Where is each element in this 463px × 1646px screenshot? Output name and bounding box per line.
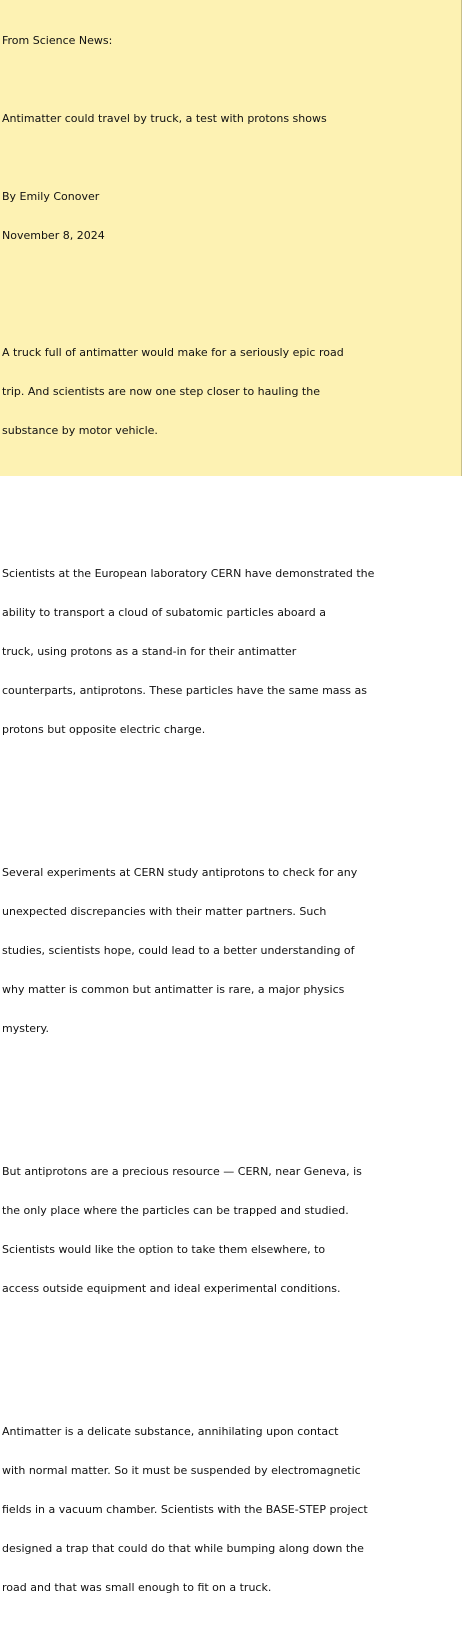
note-text-area[interactable] bbox=[2, 8, 454, 1646]
paragraph-line: why matter is common but antimatter is rare, a major physics bbox=[2, 983, 345, 996]
paragraph-line: with normal matter. So it must be suspended by electromagnetic bbox=[2, 1464, 361, 1477]
paragraph-line: substance by motor vehicle. bbox=[2, 424, 158, 437]
paragraph-line: But antiprotons are a precious resource — CERN, near Geneva, is bbox=[2, 1165, 362, 1178]
paragraph bbox=[2, 1399, 454, 1620]
paragraph-line: fields in a vacuum chamber. Scientists with the BASE-STEP project bbox=[2, 1503, 368, 1516]
article-headline: Antimatter could travel by truck, a test with protons shows bbox=[2, 112, 327, 125]
paragraph bbox=[2, 541, 454, 762]
paragraph-line: A truck full of antimatter would make for a seriously epic road bbox=[2, 346, 344, 359]
blank-line bbox=[2, 489, 454, 502]
blank-line bbox=[2, 268, 454, 281]
article-byline: By Emily Conover bbox=[2, 190, 100, 203]
paragraph-line: mystery. bbox=[2, 1022, 49, 1035]
source-line: From Science News: bbox=[2, 34, 113, 47]
blank-line bbox=[2, 1087, 454, 1100]
paragraph-line: the only place where the particles can be trapped and studied. bbox=[2, 1204, 349, 1217]
paragraph-line: Scientists would like the option to take them elsewhere, to bbox=[2, 1243, 326, 1256]
paragraph-line: Several experiments at CERN study antiprotons to check for any bbox=[2, 866, 358, 879]
blank-line bbox=[2, 788, 454, 801]
blank-line bbox=[2, 151, 454, 164]
paragraph-line: studies, scientists hope, could lead to a better understanding of bbox=[2, 944, 355, 957]
paragraph-line: designed a trap that could do that while bumping along down the bbox=[2, 1542, 364, 1555]
article-date: November 8, 2024 bbox=[2, 229, 105, 242]
paragraph-line: access outside equipment and ideal experimental conditions. bbox=[2, 1282, 341, 1295]
paragraph-line: truck, using protons as a stand-in for their antimatter bbox=[2, 645, 297, 658]
paragraph-line: protons but opposite electric charge. bbox=[2, 723, 206, 736]
paragraph-line: ability to transport a cloud of subatomic particles aboard a bbox=[2, 606, 326, 619]
blank-line bbox=[2, 1347, 454, 1360]
paragraph-line: Scientists at the European laboratory CERN have demonstrated the bbox=[2, 567, 375, 580]
paragraph-line: counterparts, antiprotons. These particles have the same mass as bbox=[2, 684, 367, 697]
paragraph-line: trip. And scientists are now one step closer to hauling the bbox=[2, 385, 320, 398]
paragraph-line: unexpected discrepancies with their matter partners. Such bbox=[2, 905, 327, 918]
paragraph-line: Antimatter is a delicate substance, annihilating upon contact bbox=[2, 1425, 339, 1438]
paragraph bbox=[2, 320, 454, 463]
paragraph bbox=[2, 1139, 454, 1321]
blank-line bbox=[2, 73, 454, 86]
paragraph-line: road and that was small enough to fit on a truck. bbox=[2, 1581, 272, 1594]
paragraph bbox=[2, 840, 454, 1061]
